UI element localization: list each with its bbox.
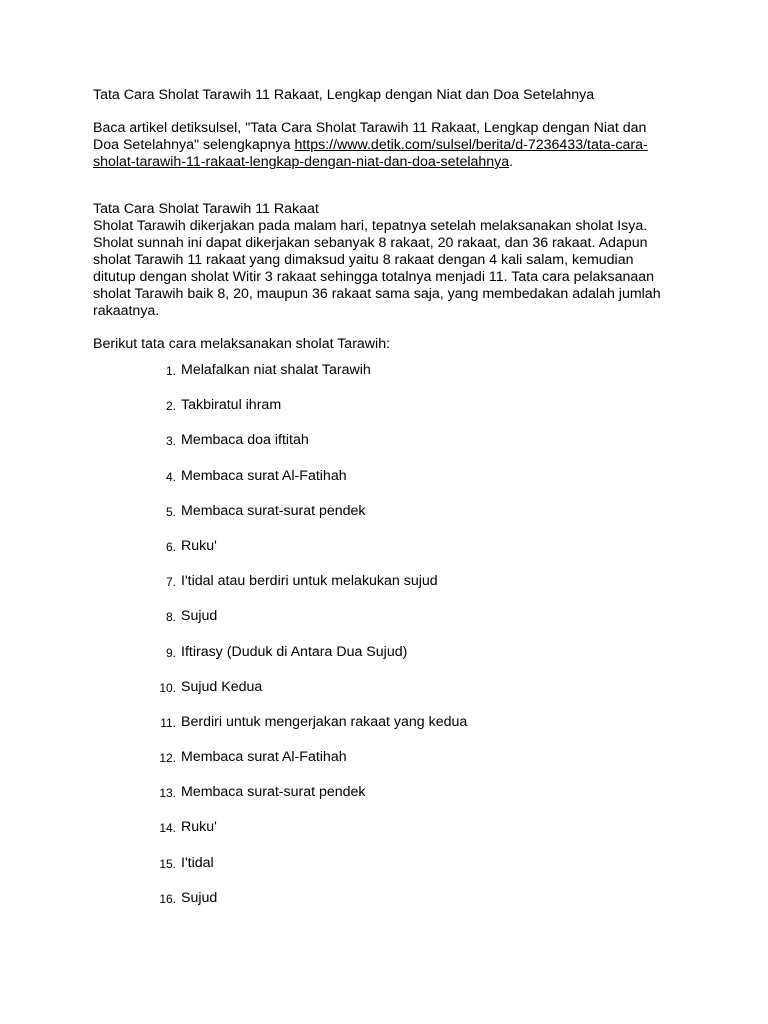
list-item-number: 10.	[159, 680, 176, 695]
list-item-number: 6.	[165, 539, 176, 554]
list-item-text: Membaca doa iftitah	[181, 432, 309, 449]
section-title: Tata Cara Sholat Tarawih 11 Rakaat	[93, 201, 319, 217]
list-item	[93, 784, 663, 819]
list-item-text: Melafalkan niat shalat Tarawih	[181, 362, 371, 378]
list-item-number: 7.	[165, 575, 176, 590]
list-item	[93, 432, 663, 467]
list-item-text: Iftirasy (Duduk di Antara Dua Sujud)	[181, 643, 408, 660]
list-item-text: Membaca surat Al-Fatihah	[181, 467, 347, 484]
list-item-number: 11.	[160, 715, 176, 730]
list-item-number: 9.	[165, 645, 176, 660]
list-item-text: Sujud	[181, 608, 218, 625]
list-item-text: Sujud	[181, 889, 218, 906]
list-item-text: Membaca surat Al-Fatihah	[181, 749, 347, 766]
intro-prefix: Baca artikel detiksulsel, "Tata Cara Sholat Tarawih 11 Rakaat, Lengkap dengan Niat dan Doa Setelahnya" selengkapnya	[93, 120, 647, 153]
list-item	[93, 468, 663, 503]
list-item	[93, 714, 663, 749]
intro-paragraph	[93, 120, 663, 171]
list-item-number: 13.	[159, 786, 176, 801]
list-item	[93, 679, 663, 714]
list-item	[93, 397, 663, 432]
intro-suffix: .	[509, 154, 514, 170]
list-item-number: 12.	[159, 751, 176, 766]
list-item-number: 4.	[165, 469, 176, 484]
list-item	[93, 855, 663, 890]
steps-list	[93, 362, 663, 925]
list-item-number: 3.	[165, 434, 176, 449]
article-link[interactable]: https://www.detik.com/sulsel/berita/d-7236433/tata-cara-sholat-tarawih-11-rakaat-lengkap-dengan-niat-dan-doa-setelahnya	[93, 137, 648, 170]
list-item-number: 2.	[165, 399, 176, 414]
list-item	[93, 890, 663, 925]
list-item	[93, 362, 663, 397]
list-item-text: Ruku'	[181, 819, 217, 836]
body-paragraph: Sholat Tarawih dikerjakan pada malam hari, tepatnya setelah melaksanakan sholat Isya. Sholat sunnah ini dapat dikerjakan sebanyak 8 rakaat, 20 rakaat, dan 36 rakaat. Adapun sholat Tarawih 11 rakaat yang dimaksud yaitu 8 rakaat dengan 4 kali salam, kemudian ditutup dengan sholat Witir 3 rakaat sehingga totalnya menjadi 11. Tata cara pelaksanaan sholat Tarawih baik 8, 20, maupun 36 rakaat sama saja, yang membedakan adalah jumlah rakaatnya.	[93, 218, 661, 319]
list-item-number: 8.	[165, 610, 176, 625]
list-item-text: Ruku'	[181, 537, 217, 554]
list-item-text: Membaca surat-surat pendek	[181, 502, 366, 519]
document-page	[93, 87, 663, 925]
list-item	[93, 819, 663, 854]
list-item-number: 15.	[159, 856, 176, 871]
list-item-number: 16.	[159, 891, 176, 906]
list-item-number: 1.	[165, 364, 176, 378]
list-item	[93, 608, 663, 643]
list-item-text: Takbiratul ihram	[181, 397, 282, 414]
list-item-number: 14.	[159, 821, 176, 836]
list-intro: Berikut tata cara melaksanakan sholat Tarawih:	[93, 336, 391, 352]
list-item	[93, 503, 663, 538]
list-item-text: I'tidal	[181, 854, 214, 871]
list-item	[93, 538, 663, 573]
list-item	[93, 573, 663, 608]
list-item-text: I'tidal atau berdiri untuk melakukan sujud	[181, 573, 438, 590]
document-title: Tata Cara Sholat Tarawih 11 Rakaat, Lengkap dengan Niat dan Doa Setelahnya	[93, 87, 595, 103]
list-item	[93, 644, 663, 679]
list-item-number: 5.	[165, 504, 176, 519]
list-item-text: Berdiri untuk mengerjakan rakaat yang kedua	[181, 713, 468, 730]
list-item	[93, 749, 663, 784]
list-item-text: Membaca surat-surat pendek	[181, 784, 366, 801]
list-item-text: Sujud Kedua	[181, 678, 263, 695]
